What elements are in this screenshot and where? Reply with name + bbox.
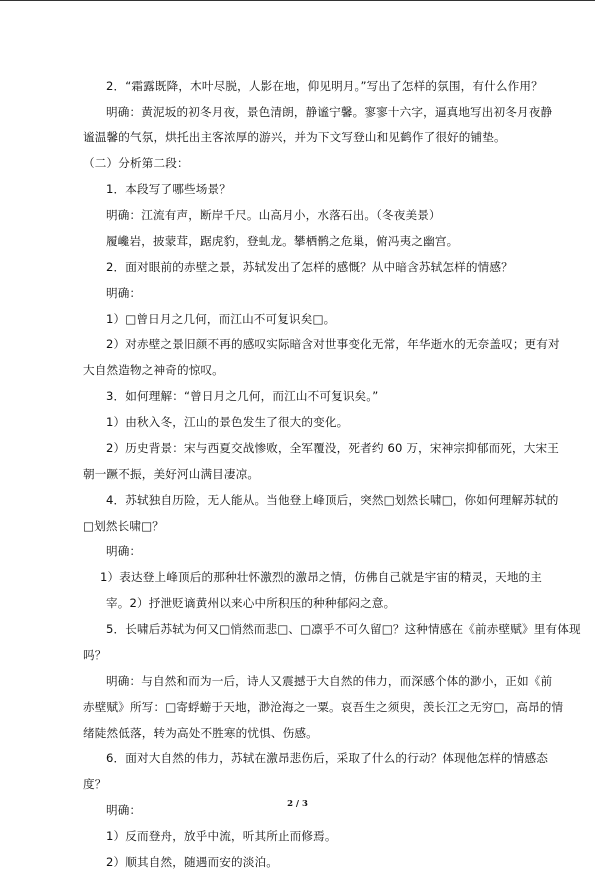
text-line: 2）顺其自然，随遇而安的淡泊。 bbox=[106, 855, 278, 869]
text-line: 明确： bbox=[106, 544, 142, 558]
text-line: 3．如何理解：“曾日月之几何，而江山不可复识矣。” bbox=[106, 389, 379, 403]
text-line: 2．面对眼前的赤壁之景，苏轼发出了怎样的感慨？从中暗含苏轼怎样的情感？ bbox=[106, 260, 513, 274]
text-line: 履巉岩，披蒙茸，踞虎豹，登虬龙。攀栖鹘之危巢，俯冯夷之幽宫。 bbox=[106, 234, 459, 248]
text-line: 大自然造物之神奇的惊叹。 bbox=[83, 363, 224, 377]
text-line: 1）由秋入冬，江山的景色发生了很大的变化。 bbox=[106, 415, 349, 429]
text-line: 度？ bbox=[83, 777, 107, 791]
page-number: 2 / 3 bbox=[287, 799, 308, 809]
text-line: 谧温馨的气氛，烘托出主客浓厚的游兴，并为下文写登山和见鹤作了很好的铺垫。 bbox=[83, 130, 506, 144]
text-line: 5．长啸后苏轼为何又□悄然而悲□、□凛乎不可久留□？这种情感在《前赤壁赋》里有体现 bbox=[106, 622, 581, 636]
text-line: 赤壁赋》所写：□寄蜉蝣于天地，渺沧海之一粟。哀吾生之须臾，羡长江之无穷□，高昂的情 bbox=[83, 700, 564, 714]
text-line: 绪陡然低落，转为高处不胜寒的忧惧、伤感。 bbox=[83, 726, 318, 740]
text-line: 明确：与自然和而为一后，诗人又震撼于大自然的伟力，而深感个体的渺小，正如《前 bbox=[106, 674, 553, 688]
text-line: 吗？ bbox=[83, 648, 107, 662]
text-line: 宰。2）抒泄贬谪黄州以来心中所积压的种种郁闷之意。 bbox=[106, 596, 396, 610]
text-line: 6．面对大自然的伟力，苏轼在激昂悲伤后，采取了什么的行动？体现他怎样的情感态 bbox=[106, 751, 549, 765]
text-line: 明确： bbox=[106, 803, 142, 817]
text-line: 明确：江流有声，断岸千尺。山高月小，水落石出。（冬夜美景） bbox=[106, 208, 441, 222]
text-line: □划然长啸□？ bbox=[83, 519, 164, 533]
text-line: 朝一蹶不振，美好河山满目凄凉。 bbox=[83, 467, 260, 481]
text-line: 明确： bbox=[106, 286, 142, 300]
text-line: 明确：黄泥坂的初冬月夜，景色清朗，静谧宁馨。寥寥十六字，逼真地写出初冬月夜静 bbox=[106, 105, 553, 119]
text-line: 2．“霜露既降，木叶尽脱，人影在地，仰见明月。”写出了怎样的氛围，有什么作用？ bbox=[106, 79, 543, 93]
text-line: 1）表达登上峰顶后的那种壮怀激烈的激昂之情，仿佛自己就是宇宙的精灵，天地的主 bbox=[100, 570, 543, 584]
text-line: 2）历史背景：宋与西夏交战惨败，全军覆没，死者约 60 万，宋神宗抑郁而死，大宋王 bbox=[106, 441, 560, 455]
section-heading: （二）分析第二段： bbox=[83, 156, 189, 170]
text-line: 1）反而登舟，放乎中流，听其所止而修焉。 bbox=[106, 829, 337, 843]
text-line: 1．本段写了哪些场景？ bbox=[106, 182, 231, 196]
text-line: 4．苏轼独自历险，无人能从。当他登上峰顶后，突然□划然长啸□，你如何理解苏轼的 bbox=[106, 493, 559, 507]
text-line: 1）□曾日月之几何，而江山不可复识矣□。 bbox=[106, 312, 336, 326]
text-line: 2）对赤壁之景旧颜不再的感叹实际暗含对世事变化无常，年华逝水的无奈盖叹；更有对 bbox=[106, 337, 560, 351]
page-top-border bbox=[0, 0, 595, 1]
